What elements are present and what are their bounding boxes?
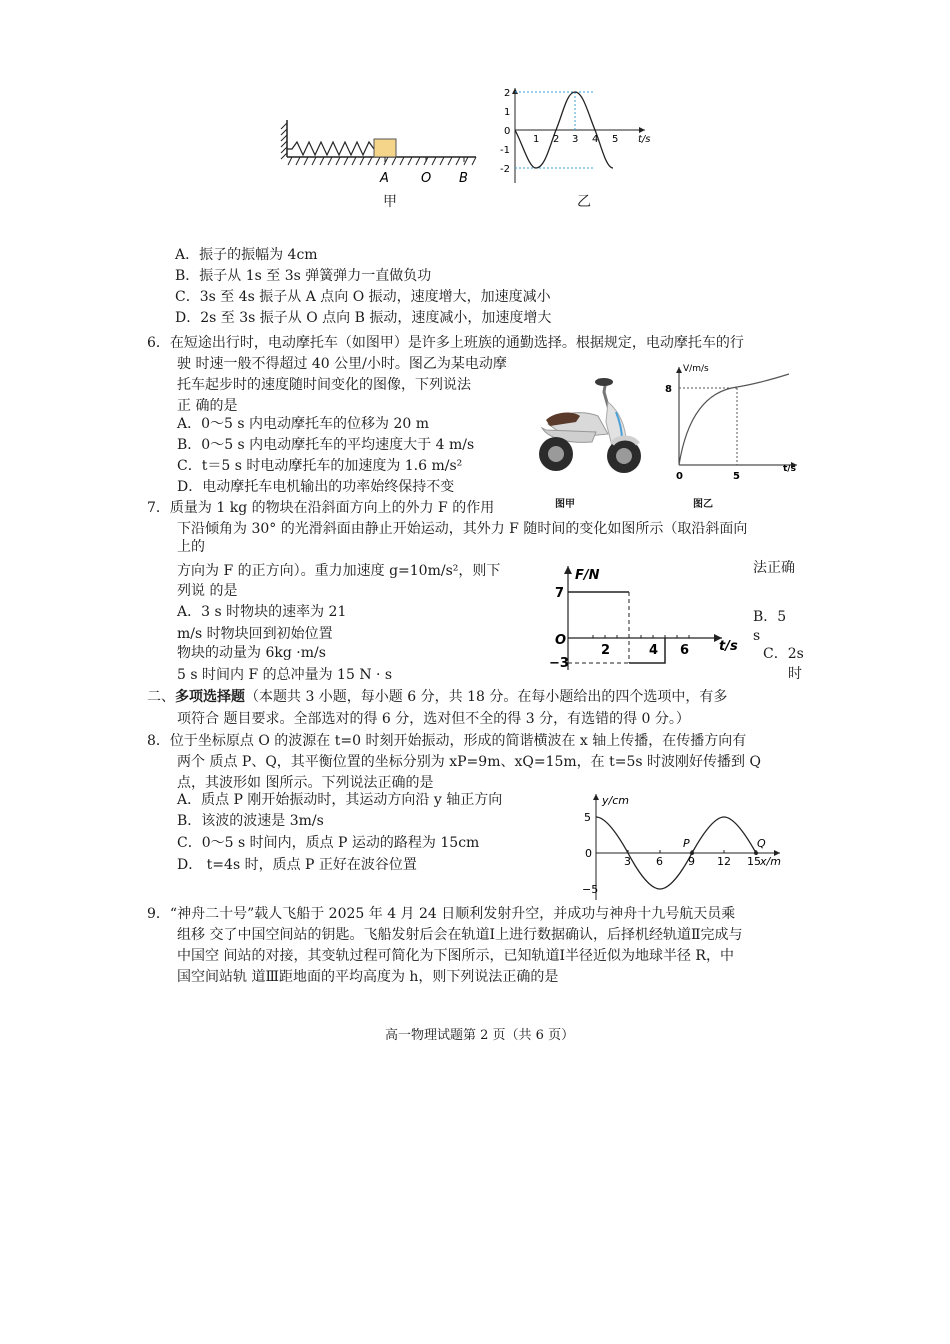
svg-text:3: 3	[624, 855, 631, 868]
q8-option-b: B．该波的波速是 3m/s	[177, 813, 324, 829]
velocity-time-graph	[655, 355, 805, 480]
section2-header-line2: 项符合 题目要求。全部选对的得 6 分，选对但不全的得 3 分，有选错的得 0 分。）	[177, 711, 690, 727]
q5-option-c: C．3s 至 4s 振子从 A 点向 O 振动，速度增大，加速度减小	[175, 289, 551, 305]
q7-fragment-c1: C．2s	[763, 646, 804, 662]
q6-stem-line1: 6．在短途出行时，电动摩托车（如图甲）是许多上班族的通勤选择。根据规定，电动摩托车的行	[147, 335, 744, 351]
q6-option-d: D．电动摩托车电机输出的功率始终保持不变	[177, 479, 455, 495]
q6-option-c: C．t＝5 s 时电动摩托车的加速度为 1.6 m/s²	[177, 458, 463, 474]
svg-text:-2: -2	[500, 164, 510, 175]
q8-stem-line3: 点，其波形如 图所示。下列说法正确的是	[177, 775, 434, 791]
svg-text:8: 8	[665, 384, 672, 395]
wave-graph	[582, 790, 787, 902]
svg-text:7: 7	[555, 586, 565, 601]
svg-text:4: 4	[592, 134, 599, 145]
svg-text:x/m: x/m	[760, 855, 781, 868]
q7-fragment-c2: 时	[788, 666, 802, 682]
svg-text:2: 2	[504, 88, 511, 99]
q7-stem-line4: 方向为 F 的正方向）。重力加速度 g=10m/s²，则下	[177, 563, 501, 579]
svg-text:-1: -1	[500, 145, 510, 156]
q7-option-a-line4: 5 s 时间内 F 的总冲量为 15 N · s	[177, 667, 393, 683]
svg-text:−3: −3	[549, 656, 569, 671]
q7-fragment-right: 法正确	[753, 560, 795, 576]
q8-option-a: A．质点 P 刚开始振动时，其运动方向沿 y 轴正方向	[177, 792, 503, 808]
svg-text:4: 4	[649, 643, 659, 658]
svg-text:V/m/s: V/m/s	[683, 364, 709, 374]
q9-line2: 组移 交了中国空间站的钥匙。飞船发射后会在轨道Ⅰ上进行数据确认，后择机经轨道Ⅱ完成与	[177, 927, 743, 943]
svg-text:F/N: F/N	[575, 568, 600, 583]
q6-stem-line2: 驶 时速一般不得超过 40 公里/小时。图乙为某电动摩	[177, 356, 507, 372]
svg-text:15: 15	[747, 855, 761, 868]
svg-text:5: 5	[612, 134, 619, 145]
force-time-graph	[548, 560, 748, 675]
svg-text:1: 1	[504, 107, 511, 118]
point-O: O	[421, 171, 432, 186]
svg-text:t/s: t/s	[719, 639, 738, 654]
q5-option-a: A．振子的振幅为 4cm	[175, 247, 318, 263]
svg-text:5: 5	[733, 471, 740, 480]
svg-text:P: P	[683, 837, 690, 850]
svg-text:6: 6	[656, 855, 663, 868]
q9-line1: 9．“神舟二十号”载人飞船于 2025 年 4 月 24 日顺利发射升空，并成功与神舟十九号航天员乘	[147, 906, 736, 922]
q6-option-b: B．0～5 s 内电动摩托车的平均速度大于 4 m/s	[177, 437, 475, 453]
q7-fragment-b2: s	[753, 628, 761, 644]
q5-option-d: D．2s 至 3s 振子从 O 点向 B 振动，速度减小，加速度增大	[175, 310, 552, 326]
svg-text:0: 0	[504, 126, 511, 137]
q7-stem-line5: 列说 的是	[177, 583, 238, 599]
svg-text:2: 2	[553, 134, 560, 145]
section2-header-line1: 二、多项选择题（本题共 3 小题，每小题 6 分，共 18 分。在每小题给出的四个选项中，有多	[147, 689, 728, 705]
q6-option-a: A．0～5 s 内电动摩托车的位移为 20 m	[177, 416, 429, 432]
svg-text:t/s: t/s	[638, 134, 651, 145]
svg-text:t/s: t/s	[783, 464, 796, 474]
fig-b-caption: 图乙	[693, 499, 713, 510]
q8-option-d: D． t=4s 时，质点 P 正好在波谷位置	[177, 857, 417, 873]
q8-stem-line2: 两个 质点 P、Q，其平衡位置的坐标分别为 xP=9m、xQ=15m，在 t=5s 时波刚好传播到 Q	[177, 754, 761, 770]
svg-text:0: 0	[676, 471, 683, 480]
q6-stem-line3: 托车起步时的速度随时间变化的图像，下列说法	[177, 377, 471, 393]
electric-scooter-image	[528, 372, 648, 477]
point-A: A	[380, 171, 389, 186]
svg-text:−5: −5	[582, 883, 599, 896]
svg-text:12: 12	[717, 855, 731, 868]
svg-text:5: 5	[584, 811, 591, 824]
oscillator-block	[374, 139, 396, 157]
q7-fragment-b1: B．5	[753, 609, 787, 625]
force-line-negative	[629, 638, 665, 663]
point-B: B	[459, 171, 468, 186]
svg-text:1: 1	[533, 134, 540, 145]
q7-stem-line2: 下沿倾角为 30° 的光滑斜面由静止开始运动，其外力 F 随时间的变化如图所示（取沿斜面向	[177, 521, 748, 537]
fig-yi-label: 乙	[577, 194, 591, 210]
section2-title: 多项选择题	[175, 689, 245, 705]
q7-option-a-line3: 物块的动量为 6kg ·m/s	[177, 645, 326, 661]
page-footer: 高一物理试题第 2 页（共 6 页）	[385, 1028, 575, 1043]
fig-a-caption: 图甲	[555, 499, 575, 510]
q7-stem-line1: 7．质量为 1 kg 的物块在沿斜面方向上的外力 F 的作用	[147, 500, 495, 516]
q7-option-a-line2: m/s 时物块回到初始位置	[177, 626, 333, 642]
fig-jia-label: 甲	[383, 194, 397, 210]
svg-text:9: 9	[688, 855, 695, 868]
q5-option-b: B．振子从 1s 至 3s 弹簧弹力一直做负功	[175, 268, 432, 284]
svg-text:2: 2	[601, 643, 611, 658]
svg-text:3: 3	[572, 134, 579, 145]
svg-text:0: 0	[585, 847, 592, 860]
svg-text:y/cm: y/cm	[602, 794, 629, 807]
q7-option-a-line1: A．3 s 时物块的速率为 21	[177, 604, 347, 620]
svg-text:O: O	[555, 633, 567, 648]
q7-stem-line3: 上的	[177, 539, 205, 555]
q6-stem-line4: 正 确的是	[177, 398, 238, 414]
svg-text:6: 6	[680, 643, 690, 658]
svg-text:Q: Q	[757, 837, 766, 850]
spring	[287, 142, 374, 155]
q8-option-c: C．0～5 s 时间内，质点 P 运动的路程为 15cm	[177, 835, 480, 851]
q9-line3: 中国空 间站的对接，其变轨过程可简化为下图所示，已知轨道Ⅰ半径近似为地球半径 R，中	[177, 948, 734, 964]
q9-line4: 国空间站轨 道Ⅲ距地面的平均高度为 h，则下列说法正确的是	[177, 969, 559, 985]
q8-stem-line1: 8．位于坐标原点 O 的波源在 t=0 时刻开始振动，形成的简谐横波在 x 轴上传播，在传播方向有	[147, 733, 747, 749]
spring-oscillator-figure	[278, 115, 483, 190]
displacement-time-graph	[495, 85, 665, 185]
